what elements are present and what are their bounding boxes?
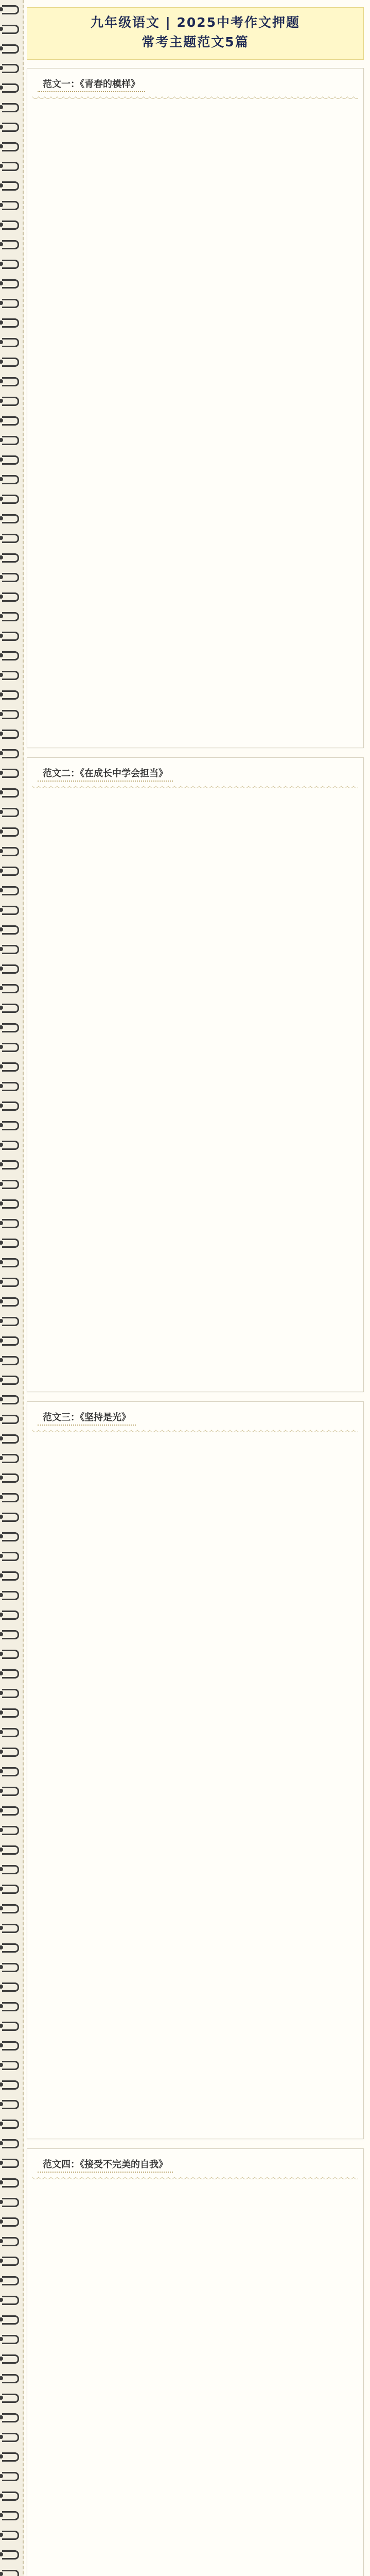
spiral-ring [2,1004,19,1013]
essay-section-1 [27,68,364,748]
spiral-ring [2,2452,19,2462]
section-header [27,1402,363,1430]
spiral-ring [2,964,19,974]
spiral-ring [2,1493,19,1502]
spiral-ring [2,1924,19,1933]
spiral-ring [2,1454,19,1463]
section-heading: 范文二：《在成长中学会担当》 [38,765,173,782]
spiral-ring [2,651,19,660]
document-page [27,0,364,2576]
spiral-ring [2,788,19,798]
spiral-ring [2,945,19,954]
spiral-ring [2,1885,19,1894]
spiral-ring [2,64,19,73]
spiral-ring [2,1219,19,1228]
spiral-ring [2,2550,19,2560]
spiral-ring [2,1787,19,1796]
spiral-ring [2,1023,19,1032]
spiral-ring [2,436,19,445]
spiral-ring [2,1180,19,1189]
wave-divider [32,786,358,790]
title-block [27,7,364,60]
section-heading: 范文一：《青春的模样》 [38,76,145,92]
spiral-ring [2,906,19,915]
essay-section-4 [27,2148,364,2576]
spiral-ring [2,573,19,582]
spiral-ring [2,1121,19,1130]
spiral-ring [2,2296,19,2305]
spiral-ring [2,534,19,543]
spiral-ring [2,632,19,641]
spiral-ring [2,2394,19,2403]
spiral-ring [2,2413,19,2422]
wave-divider [32,2177,358,2181]
spiral-ring [2,2080,19,2090]
spiral-ring [2,2120,19,2129]
spiral-ring [2,1806,19,1816]
spiral-ring [2,2178,19,2188]
spiral-ring [2,1728,19,1737]
spiral-ring [2,358,19,367]
spiral-ring [2,592,19,602]
spiral-ring [2,25,19,34]
spiral-ring [2,1552,19,1561]
spiral-ring [2,2315,19,2325]
section-heading: 范文三：《坚持是光》 [38,1409,136,1426]
spiral-ring [2,1278,19,1287]
spiral-ring [2,123,19,132]
spiral-ring [2,847,19,856]
spiral-ring [2,1571,19,1581]
spiral-ring [2,2100,19,2109]
spiral-ring [2,1650,19,1659]
document-subtitle: 常考主题范文5篇 [142,35,249,49]
spiral-ring [2,710,19,719]
spiral-ring [2,338,19,347]
spiral-ring [2,201,19,210]
spiral-ring [2,1101,19,1111]
spiral-ring [2,1865,19,1874]
spiral-ring [2,2061,19,2070]
spiral-ring [2,1473,19,1483]
spiral-ring [2,2257,19,2266]
spiral-ring [2,83,19,93]
spiral-ring [2,886,19,895]
essay-section-2 [27,757,364,1392]
spiral-ring [2,495,19,504]
spiral-ring [2,2492,19,2501]
spiral-ring [2,142,19,151]
spiral-ring [2,2159,19,2168]
spiral-ring [2,2198,19,2207]
spiral-ring [2,1395,19,1404]
spiral-ring [2,1336,19,1346]
spiral-ring [2,1532,19,1541]
spiral-ring [2,2041,19,2050]
spiral-ring [2,44,19,54]
spiral-ring [2,769,19,778]
spiral-ring [2,1199,19,1209]
spiral-ring [2,1434,19,1444]
section-header [27,758,363,786]
spiral-ring [2,181,19,191]
spiral-ring [2,2531,19,2540]
section-header [27,2149,363,2177]
spiral-ring [2,2335,19,2344]
spiral-ring [2,808,19,817]
spiral-ring [2,2511,19,2520]
spiral-ring [2,612,19,621]
spiral-ring [2,2276,19,2285]
spiral-ring [2,925,19,935]
spiral-ring [2,1297,19,1307]
spiral-ring [2,2374,19,2383]
spiral-ring [2,299,19,308]
spiral-ring [2,1826,19,1835]
spiral-ring [2,475,19,484]
section-body [27,100,363,108]
spiral-rings [2,5,21,2576]
spiral-ring [2,1082,19,1091]
spiral-ring [2,240,19,249]
spiral-ring [2,671,19,680]
spiral-ring [2,749,19,758]
essay-section-3 [27,1401,364,2139]
spiral-ring [2,1415,19,1424]
wave-divider [32,96,358,100]
spiral-ring [2,2433,19,2442]
document-title: 九年级语文 | 2025中考作文押题 [90,15,301,30]
section-body [27,790,363,797]
spiral-ring [2,1317,19,1326]
spiral-ring [2,1767,19,1776]
spiral-ring [2,1356,19,1365]
spiral-ring [2,553,19,563]
spiral-ring [2,1239,19,1248]
spiral-ring [2,1160,19,1170]
spiral-ring [2,1689,19,1698]
spiral-ring [2,730,19,739]
wave-divider [32,1430,358,1434]
spiral-ring [2,1845,19,1855]
section-heading: 范文四：《接受不完美的自我》 [38,2156,173,2173]
spiral-ring [2,1591,19,1600]
spiral-ring [2,1748,19,1757]
spiral-ring [2,1982,19,1992]
spiral-ring [2,984,19,993]
spiral-ring [2,377,19,386]
spiral-ring [2,1141,19,1150]
spiral-ring [2,162,19,171]
spiral-ring [2,1062,19,1072]
spiral-ring [2,1630,19,1639]
spiral-ring [2,397,19,406]
spiral-ring [2,103,19,112]
spiral-ring [2,260,19,269]
spiral-ring [2,1943,19,1953]
spiral-ring [2,827,19,837]
spiral-ring [2,867,19,876]
section-header [27,69,363,96]
spiral-ring [2,1258,19,1267]
spiral-ring [2,690,19,700]
spiral-ring [2,2022,19,2031]
spiral-ring [2,1669,19,1679]
notebook-spine [0,0,24,2576]
spiral-ring [2,221,19,230]
spiral-ring [2,1963,19,1972]
spiral-ring [2,1904,19,1913]
section-body [27,2181,363,2188]
spiral-ring [2,2139,19,2148]
spiral-ring [2,2217,19,2227]
spiral-ring [2,514,19,523]
spiral-ring [2,2002,19,2011]
spiral-ring [2,416,19,426]
spiral-ring [2,2237,19,2246]
spiral-ring [2,1043,19,1052]
spiral-ring [2,2472,19,2481]
spiral-ring [2,1376,19,1385]
spiral-ring [2,318,19,328]
spiral-ring [2,1708,19,1718]
spiral-ring [2,2570,19,2576]
spiral-ring [2,455,19,465]
spiral-ring [2,2354,19,2364]
spiral-ring [2,279,19,289]
section-body [27,1434,363,1441]
spiral-ring [2,1513,19,1522]
spiral-ring [2,5,19,14]
spiral-ring [2,1611,19,1620]
